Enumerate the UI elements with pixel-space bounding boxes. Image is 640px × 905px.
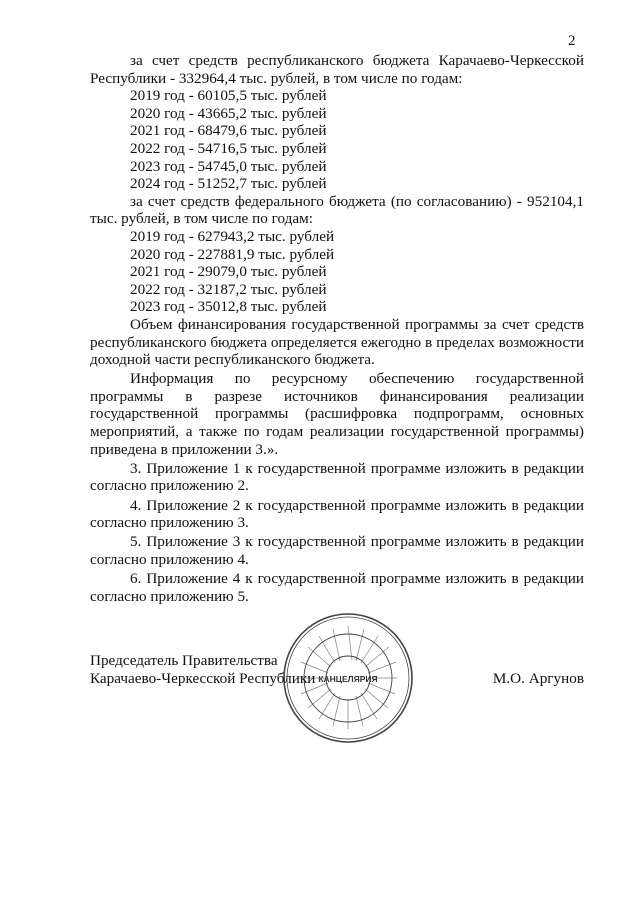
federal-budget-year: 2020 год - 227881,9 тыс. рублей (130, 245, 335, 263)
regional-budget-year: 2020 год - 43665,2 тыс. рублей (130, 104, 327, 122)
volume-paragraph: Объем финансирования государственной программы за счет средств республиканского бюджета определяется ежегодно в пределах возможности доходной части республиканского бюджета. (90, 315, 584, 369)
signatory-title-line-2: Карачаево-Черкесской Республики (90, 670, 316, 687)
info-paragraph: Информация по ресурсному обеспечению государственной программы в разрезе источников финансирования реализации государственной программы (расшифровка подпрограмм, основных мероприятий, а также по годам реализации государственной программы) приведена в приложении 3.». (90, 370, 584, 458)
federal-budget-intro: за счет средств федерального бюджета (по согласованию) - 952104,1 тыс. рублей, в том числе по годам: (90, 192, 584, 228)
signature-block (90, 652, 584, 688)
regional-budget-year: 2021 год - 68479,6 тыс. рублей (130, 122, 327, 140)
regional-budget-year: 2023 год - 54745,0 тыс. рублей (130, 157, 327, 175)
federal-budget-year: 2023 год - 35012,8 тыс. рублей (130, 298, 327, 316)
signatory-name: М.О. Аргунов (492, 670, 584, 687)
federal-budget-year: 2021 год - 29079,0 тыс. рублей (130, 263, 327, 281)
stamp-center-text: КАНЦЕЛЯРИЯ (318, 674, 378, 684)
item-5-paragraph: 5. Приложение 3 к государственной программе изложить в редакции согласно приложению 4. (90, 533, 584, 568)
federal-budget-year: 2022 год - 32187,2 тыс. рублей (130, 280, 327, 298)
federal-budget-year: 2019 год - 627943,2 тыс. рублей (130, 227, 335, 245)
regional-budget-intro: за счет средств республиканского бюджета Карачаево-Черкесской Республики - 332964,4 тыс. рублей, в том числе по годам: (90, 52, 584, 87)
item-6-paragraph: 6. Приложение 4 к государственной программе изложить в редакции согласно приложению 5. (90, 570, 584, 605)
page-number: 2 (568, 33, 576, 49)
regional-budget-year: 2019 год - 60105,5 тыс. рублей (130, 87, 327, 105)
document-body (90, 52, 584, 605)
regional-budget-year: 2024 год - 51252,7 тыс. рублей (130, 175, 327, 193)
item-3-paragraph: 3. Приложение 1 к государственной программе изложить в редакции согласно приложению 2. (90, 459, 584, 495)
item-4-paragraph: 4. Приложение 2 к государственной программе изложить в редакции согласно приложению 3. (90, 496, 584, 532)
signatory-title-line-1: Председатель Правительства (90, 652, 278, 669)
regional-budget-year: 2022 год - 54716,5 тыс. рублей (130, 139, 327, 157)
